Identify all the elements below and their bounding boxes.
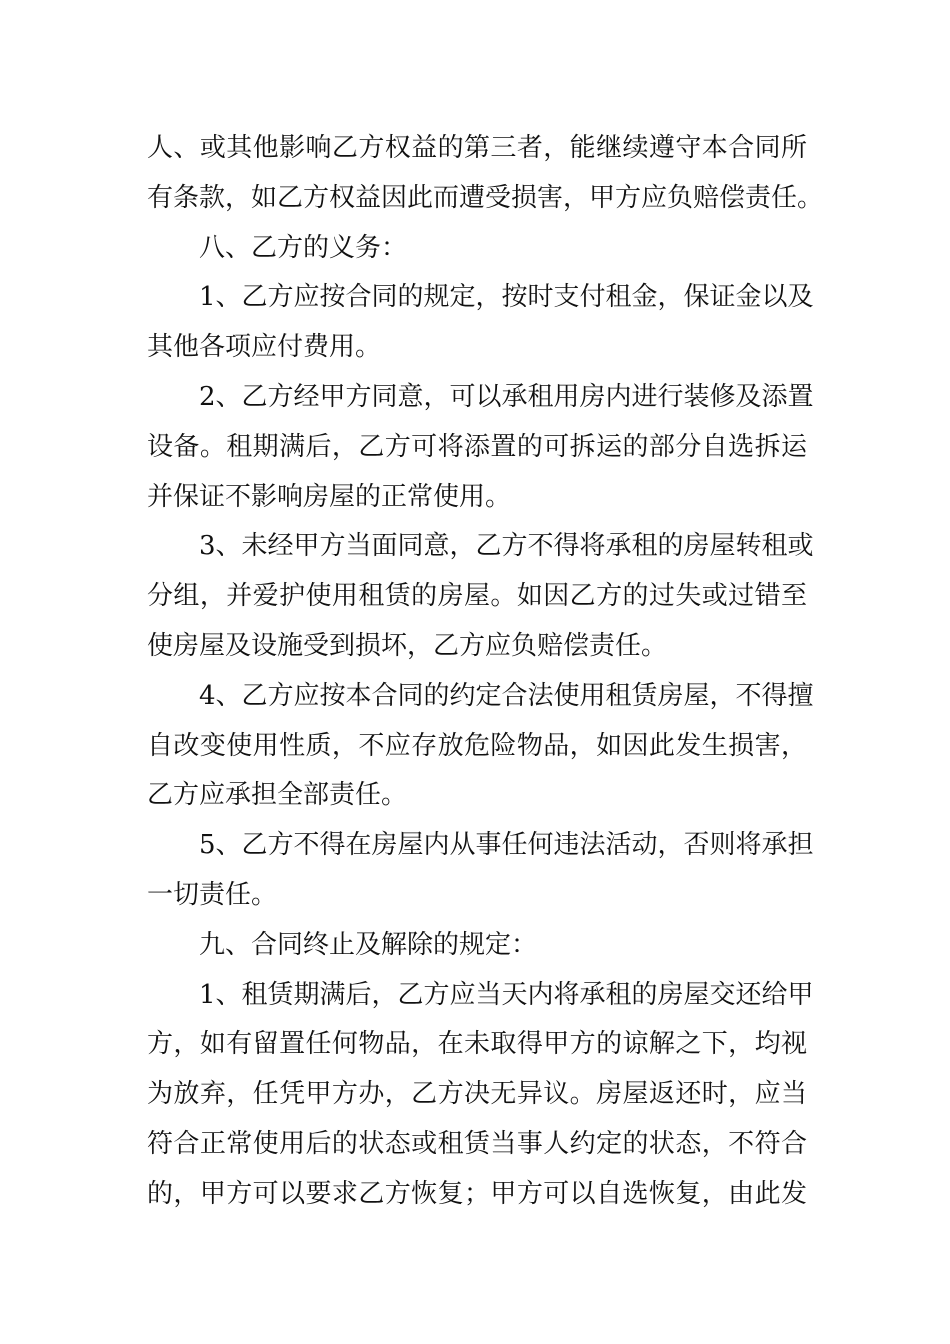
text-line: 符合正常使用后的状态或租赁当事人约定的状态，不符合 <box>147 1128 807 1159</box>
text-line: 人、或其他影响乙方权益的第三者，能继续遵守本合同所 <box>147 133 807 163</box>
text-line: 使房屋及设施受到损坏，乙方应负赔偿责任。 <box>147 630 668 661</box>
document-body <box>147 124 824 1220</box>
text-line: 的，甲方可以要求乙方恢复；甲方可以自选恢复，由此发 <box>147 1178 807 1209</box>
text-line: 2、乙方经甲方同意，可以承租用房内进行装修及添置 <box>199 381 814 412</box>
text-line: 自改变使用性质，不应存放危险物品，如因此发生损害， <box>147 730 807 761</box>
text-line: 其他各项应付费用。 <box>147 332 382 363</box>
text-line: 设备。租期满后，乙方可将添置的可拆运的部分自选拆运 <box>147 431 807 462</box>
text-line: 方，如有留置任何物品，在未取得甲方的谅解之下，均视 <box>147 1029 807 1060</box>
text-line: 乙方应承担全部责任。 <box>147 780 408 811</box>
text-line: 1、租赁期满后，乙方应当天内将承租的房屋交还给甲 <box>199 979 814 1010</box>
text-line: 为放弃，任凭甲方办，乙方决无异议。房屋返还时，应当 <box>147 1079 807 1110</box>
text-line: 分组，并爱护使用租赁的房屋。如因乙方的过失或过错至 <box>147 581 807 612</box>
text-line: 1、乙方应按合同的规定，按时支付租金，保证金以及 <box>199 282 814 313</box>
text-line: 3、未经甲方当面同意，乙方不得将承租的房屋转租或 <box>199 531 814 562</box>
text-line: 4、乙方应按本合同的约定合法使用租赁房屋，不得擅 <box>199 680 814 711</box>
text-line: 5、乙方不得在房屋内从事任何违法活动，否则将承担 <box>199 830 814 861</box>
text-line: 有条款，如乙方权益因此而遭受损害，甲方应负赔偿责任。 <box>147 182 824 213</box>
section-heading: 九、合同终止及解除的规定： <box>199 929 538 960</box>
section-heading: 八、乙方的义务： <box>199 232 408 263</box>
text-line: 并保证不影响房屋的正常使用。 <box>147 481 512 512</box>
text-line: 一切责任。 <box>147 879 278 910</box>
